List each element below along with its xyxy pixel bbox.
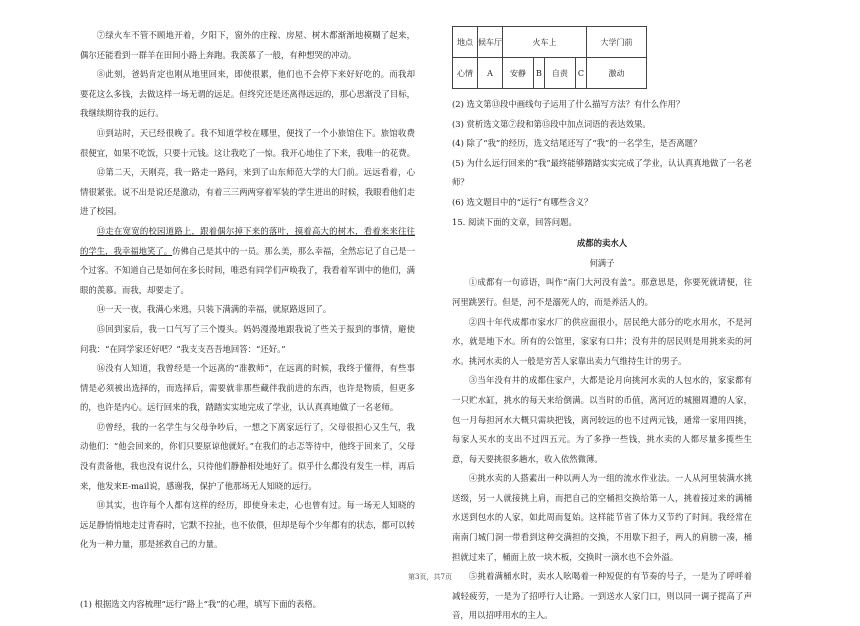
- paragraph-13-rest: 仿佛自己是其中的一员。那么美，那么幸福，全然忘记了自己是一个过客。不知道自己是如何在多长时间，唯恐有同学们声唤我了，我看着军训中的他们，满眼的羡慕。而我，却要走了。: [80, 245, 415, 295]
- question-3: (3) 赏析选文第⑦段和第⑮段中加点词语的表达效果。: [452, 118, 651, 129]
- page-number: 第3页，共7页: [408, 573, 452, 581]
- paragraph-8: ⑧此刻，爸妈肯定也刚从地里回来，即使很累，他们也不会停下来好好吃的。而我却要花这么多钱，去做这样一场无谓的远足。但终究还是还离得远远的，那心思渐没了目标，我继续期待我的远行。: [80, 69, 415, 119]
- cell-blank-a: A: [478, 58, 503, 89]
- paragraph-16: ⑯没有人知道，我曾经是一个远离的“准教师”，在远离的时候，我终于懂得，有些事情是必须被出选择的，而选择后，需要就非那些藏伴我前进的东西，也许是物质，但更多的，也许是内心。远行回来的我，踏踏实实地完成了学业，认认真真地做了一名老师。: [80, 363, 415, 413]
- cell-university-gate: 大学门前: [586, 27, 646, 58]
- paragraph-7: ⑦绿火车不管不顾地开着，夕阳下，窗外的庄稼、房屋、树木都渐渐地模糊了起来，偶尔还能看到一群羊在田间小路上奔跑。我羡慕了一般，有种想哭的冲动。: [80, 30, 415, 60]
- question-4: (4) 除了“我”的经历，选文结尾还写了“我”的一名学生，是否离题？: [452, 138, 702, 149]
- paragraph-18: ⑱其实，也许每个人都有这样的经历，即使身未走，心也曾有过。每一场无人知晓的远足静悄悄地走过青春时，它默不拉扯，也不依偎，但却是每个少年都有的状态，都可以转化为一种力量，那是拯救自己的力量。: [80, 500, 415, 550]
- question-2: (2) 选文第⑬段中画线句子运用了什么描写方法？有什么作用？: [452, 99, 685, 109]
- paragraph-15: ⑮回到家后，我一口气写了三个馒头。妈妈漫漫地跟我说了些关于报到的事情，避使问我：“在同学家还好吧？”我支支吾吾地回答：“还好。”: [80, 323, 415, 354]
- underlined-sentence: ⑬走在宽宽的校园道路上，跟着偶尔掉下来的落叶，摸着高大的树木，看着来来往往的学生，我幸福地笑了。: [80, 225, 415, 256]
- cell-mood-label: 心情: [453, 58, 478, 89]
- question-5: (5) 为什么远行回来的“我”最终能够踏踏实实完成了学业，认认真真地做了一名老师？: [452, 157, 752, 188]
- paragraph-13: [80, 222, 415, 300]
- paragraph-17: ⑰曾经，我的一名学生与父母争吵后，一想之下离家远行了，父母很担心又生气，我动他们：“他会回来的，你们只要原谅他就好。”在我们的忐忑等待中，他终于回来了，父母没有责备他，我也没有说什么，只待他们静静相处地好了。似乎什么都没有发生一样，再后来，他发来E-mail说，感谢我，保护了他那场无人知晓的远行。: [80, 421, 415, 491]
- paragraph-14: ⑭一天一夜，我满心来逃，只装下满满的幸福，就原路返回了。: [96, 304, 332, 315]
- question-1: (1) 根据选文内容梳理“远行”路上“我”的心理，填写下面的表格。: [80, 599, 322, 610]
- article-paragraph-5: ⑤挑着满桶水时，卖水人吆喝着一种短促的有节奏的号子，一是为了呼呼着减轻疲劳，一是为了招呼行人让路。一到送水人家门口，则以同一调子提高了声音，用以招呼用水的主人。: [452, 571, 752, 621]
- right-column: [452, 26, 752, 626]
- article-author: 何满子: [589, 257, 615, 268]
- cell-waiting-room: 候车厅: [478, 27, 503, 58]
- article-title: 成都的卖水人: [576, 238, 628, 249]
- article-paragraph-3: ③当年没有井的成都住家户，大都是论月向挑河水卖的人包水的，家家都有一只贮水缸，挑水的每天来给倒满。以当时的币值，离河近的城圈周遭的人家，包一月每担河水大概只需块把钱，离河较远的也不过两元钱，通常一家用四挑，每家人买水的支出不过四五元。为了多挣一些钱，挑水卖的人都尽量多揽些生意，每天要挑很多趟水，收入依然微薄。: [452, 375, 752, 464]
- cell-mood-calm: 安静: [503, 58, 534, 89]
- cell-place-label: 地点: [453, 27, 478, 58]
- cell-train: 火车上: [503, 27, 587, 58]
- paragraph-12: ⑫第二天，天刚亮，我一路走一路问，来到了山东师范大学的大门前。远远看着，心情很紧张。说不出是说还是激动，有着三三两两穿着军装的学生进出的时候，我眼看他们走进了校园。: [80, 167, 415, 217]
- table-row: [453, 58, 647, 89]
- left-column: [80, 26, 415, 615]
- mood-flow-table: [452, 26, 647, 89]
- cell-mood-guilt: 自责: [544, 58, 575, 89]
- paragraph-11: ⑪到站时，天已经很晚了。我不知道学校在哪里，便找了一个小旅馆住下。旅馆收费很便宜，如果不吃饭，只要十元钱。这让我吃了一惊。我开心地住了下来，我唯一的花费。: [80, 127, 415, 158]
- question-6: (6) 选文题目中的“远行”有哪些含义？: [452, 196, 593, 207]
- table-row: [453, 27, 647, 58]
- article-paragraph-2: ②四十年代成都市家水厂的供应面很小，居民绝大部分的吃水用水，不是河水，就是地下水。所有的公馆里，家家有口井；没有井的居民则是用挑来卖的河水。挑河水卖的人一般是穷苦人家靠出卖力气维持生计的男子。: [452, 316, 752, 366]
- question-15-heading: 15. 阅读下面的文章，回答问题。: [452, 216, 577, 227]
- cell-mood-excited: 激动: [586, 58, 646, 89]
- article-paragraph-1: ①成都有一句谚语，叫作“南门大河没有盖”。那意思是，你要死就请便，往河里跳罢行。但是，河不是溺死人的，而是养活人的。: [452, 277, 752, 307]
- cell-blank-b: B: [533, 58, 544, 89]
- cell-blank-c: C: [575, 58, 586, 89]
- article-paragraph-4: ④挑水卖的人搭素出一种以两人为一组的流水作业法。一人从河里装满水挑送级，另一人就接挑上肩，而把自己的空桶担交换给第一人，挑着接过来的满桶水送到包水的人家，如此周而复始。这样能节省了体力又节约了时间。我经常在南南门城门洞一带看到这种交满担的交换，不用歇下担子，两人的肩膀一凑，桶担就过来了，桶面上放一块木板，交换时一滴水也不会外溢。: [452, 473, 752, 562]
